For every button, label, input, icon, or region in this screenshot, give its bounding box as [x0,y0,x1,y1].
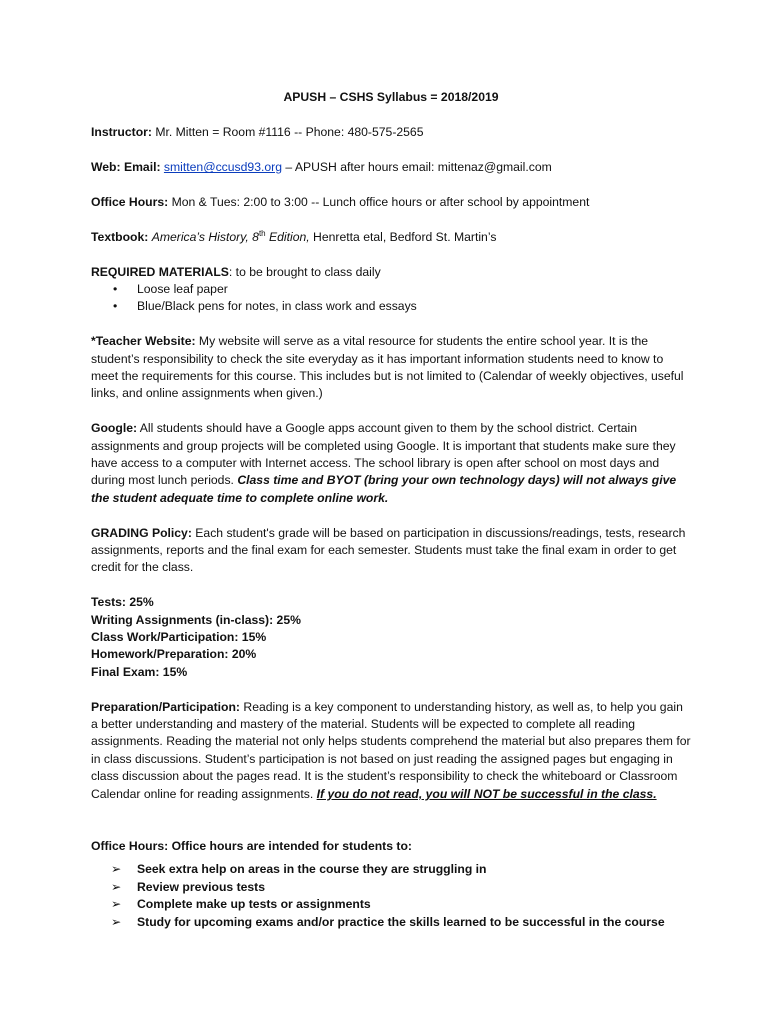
textbook-edition: Edition, [265,229,310,244]
list-item [91,896,691,913]
google-text: All students should have a Google apps account given to them by the school district. Certain assignments and group projects will be completed using Google. It is important that students make sure they have access to a computer with Internet access. The school library is open after school on most days and during most lunch periods. [91,421,676,488]
web-label: Web: Email: [91,160,161,175]
google-paragraph [91,420,691,507]
materials-list [91,281,691,316]
arrow-bullet-icon: ➢ [111,862,122,877]
list-item [91,914,691,931]
list-item-text: Loose leaf paper [137,282,228,296]
textbook-sup: th [258,228,266,238]
instructor-line [91,124,691,141]
google-emphasis: Class time and BYOT (bring your own technology days) will not always give the student adequate time to complete online work. [91,473,677,505]
grade-tests: Tests: 25% [91,595,154,610]
office-hours-purpose-list [91,861,691,931]
grade-writing: Writing Assignments (in-class): 25% [91,612,301,627]
materials-label: REQUIRED MATERIALS [91,264,229,279]
teacher-website-text: My website will serve as a vital resource for students the entire school year. It is the student’s responsibility to check the site everyday as it has important information students need to know to meet the requirements for this course. This includes but is not limited to (Calendar of weekly objectives, useful links, and online assignments when given.) [91,334,684,401]
office-hours-text: Mon & Tues: 2:00 to 3:00 -- Lunch office hours or after school by appointment [168,195,590,209]
list-item [91,879,691,896]
arrow-bullet-icon: ➢ [111,914,122,929]
materials-line [91,264,691,281]
textbook-rest: Henretta etal, Bedford St. Martin’s [309,229,497,244]
list-item-text: Complete make up tests or assignments [137,897,371,912]
instructor-label: Instructor: [91,125,152,140]
list-item-text: Blue/Black pens for notes, in class work and essays [137,299,417,314]
textbook-line [91,229,691,246]
bullet-dot-icon: • [113,282,118,296]
arrow-bullet-icon: ➢ [111,879,122,894]
instructor-text: Mr. Mitten = Room #1116 -- Phone: 480-575-2565 [151,125,424,140]
grading-text: Each student's grade will be based on participation in discussions/readings, tests, research assignments, reports and the final exam for each semester. Students must take the final exam in order to get credit for the class. [91,525,686,575]
grade-breakdown [91,594,691,681]
grade-classwork: Class Work/Participation: 15% [91,630,267,645]
list-item-text: Study for upcoming exams and/or practice the skills learned to be successful in the course [137,914,665,929]
web-line [91,159,691,176]
textbook-label: Textbook: [91,229,149,244]
materials-section [91,264,691,316]
office-hours-label: Office Hours: [91,195,169,209]
grade-homework: Homework/Preparation: 20% [91,647,257,662]
list-item-text: Review previous tests [137,879,266,894]
spacer [91,681,691,698]
teacher-website-paragraph [91,333,691,403]
grading-label: GRADING Policy: [91,525,192,540]
spacer [91,821,691,838]
arrow-bullet-icon: ➢ [111,897,122,912]
bullet-dot-icon: • [113,299,118,314]
preparation-paragraph [91,699,691,803]
web-after-text: – APUSH after hours email: mittenaz@gmail.com [281,160,552,175]
syllabus-content [91,89,691,948]
grade-final: Final Exam: 15% [91,664,188,679]
syllabus-title: APUSH – CSHS Syllabus = 2018/2019 [283,90,499,104]
list-item [91,281,691,298]
preparation-text: Reading is a key component to understanding history, as well as, to help you gain a better understanding and mastery of the material. Students will be expected to complete all reading assignments. Reading the material not only helps students comprehend the material but also prepares them for in class discussions. Student’s participation is not based on just reading the assigned pages but engaging in class discussion about the pages read. It is the student’s responsibility to check the whiteboard or Classroom Calendar online for reading assignments. [91,699,691,801]
textbook-title: America’s History, 8 [151,229,259,244]
office-hours-purpose-heading: Office Hours: Office hours are intended for students to: [91,838,412,853]
materials-text: : to be brought to class daily [228,264,381,279]
list-item-text: Seek extra help on areas in the course they are struggling in [137,862,487,877]
google-label: Google: [91,421,138,436]
teacher-website-label: *Teacher Website: [91,334,196,349]
office-hours-purpose-section [91,838,691,931]
office-hours-line [91,194,691,211]
grading-paragraph [91,525,691,577]
email-link[interactable]: smitten@ccusd93.org [163,160,282,175]
list-item [91,298,691,315]
list-item [91,861,691,878]
preparation-emphasis: If you do not read, you will NOT be successful in the class. [316,786,657,801]
preparation-label: Preparation/Participation: [91,699,240,714]
